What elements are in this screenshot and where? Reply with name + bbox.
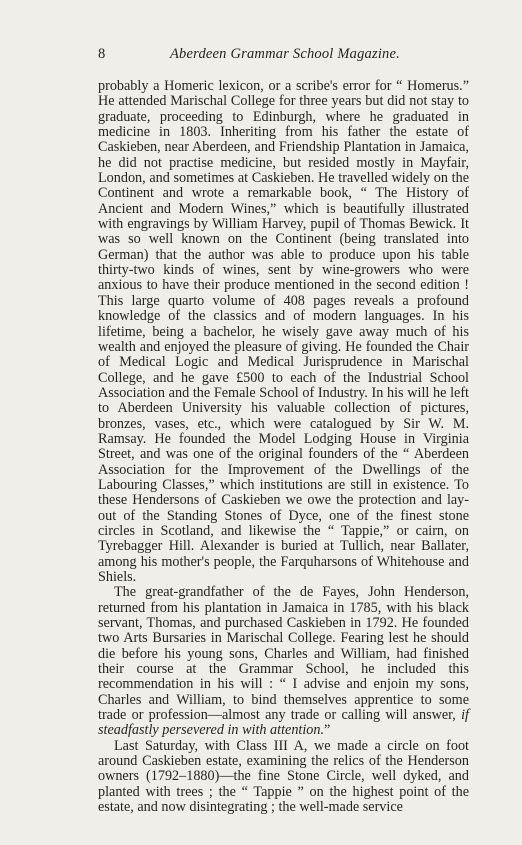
paragraph-text: The great-grandfather of the de Fayes, John Henderson, returned from his plantation in Jamaica in 1785, with his black servant, Thomas, and purchased Caskieben in 1792. He founded two Arts Bursaries in Marischal College. Fearing lest he should die before his young sons, Charles and William, had finished their course at the Grammar School, he included this recommendation in his will : “ I advise and enjoin my sons, Charles and William, to bind themselves apprentice to some trade or profession—almost any trade or calling will answer,: [98, 584, 469, 724]
paragraph: [98, 585, 469, 738]
paragraph: Last Saturday, with Class III A, we made a circle on foot around Caskieben estate, examining the relics of the Henderson owners (1792–1880)—the fine Stone Circle, well dyked, and planted with trees ; the “ Tappie ” on the highest point of the estate, and now disintegrating ; the well-made service: [98, 737, 469, 816]
body-text: [98, 79, 469, 816]
closing-quote: ”: [324, 722, 331, 739]
emphasized-quote: if steadfastly persevered in with attention.: [98, 707, 469, 739]
paragraph: probably a Homeric lexicon, or a scribe's error for “ Homerus.” He attended Marischal College for three years but did not stay to graduate, proceeding to Edinburgh, where he graduated in medicine in 1803. Inheriting from his father the estate of Caskieben, near Aberdeen, and Friendship Plantation in Jamaica, he did not practise medicine, but resided mostly in Mayfair, London, and sometimes at Caskieben. He travelled widely on the Continent and wrote a remarkable book, “ The History of Ancient and Modern Wines,” which is beautifully illustrated with engravings by William Harvey, pupil of Thomas Bewick. It was so well known on the Continent (being translated into German) that the author was able to produce upon his table thirty-two kinds of wines, sent by wine-growers who were anxious to have their produce mentioned in the second edition ! This large quarto volume of 408 pages reveals a profound knowledge of the classics and of modern languages. In his lifetime, being a bachelor, he wisely gave away much of his wealth and enjoyed the pleasure of giving. He founded the Chair of Medical Logic and Medical Jurisprudence in Marischal College, and he gave £500 to each of the Industrial School Association and the Female School of Industry. In his will he left to Aberdeen University his valuable collection of pictures, bronzes, vases, etc., which were catalogued by Sir W. M. Ramsay. He founded the Model Lodging House in Virginia Street, and was one of the original founders of the “ Aberdeen Association for the Improvement of the Dwellings of the Labouring Classes,” which institutions are still in existence. To these Hendersons of Caskieben we owe the protection and lay-out of the Standing Stones of Dyce, one of the finest stone circles in Scotland, and likewise the “ Tappie,” or cairn, on Tyrebagger Hill. Alexander is buried at Tullich, near Ballater, among his mother's people, the Farquharsons of Whitehouse and Shiels.: [98, 78, 469, 585]
page-header: [98, 46, 462, 68]
running-title: Aberdeen Grammar School Magazine.: [170, 46, 400, 62]
page-number: 8: [98, 46, 106, 62]
